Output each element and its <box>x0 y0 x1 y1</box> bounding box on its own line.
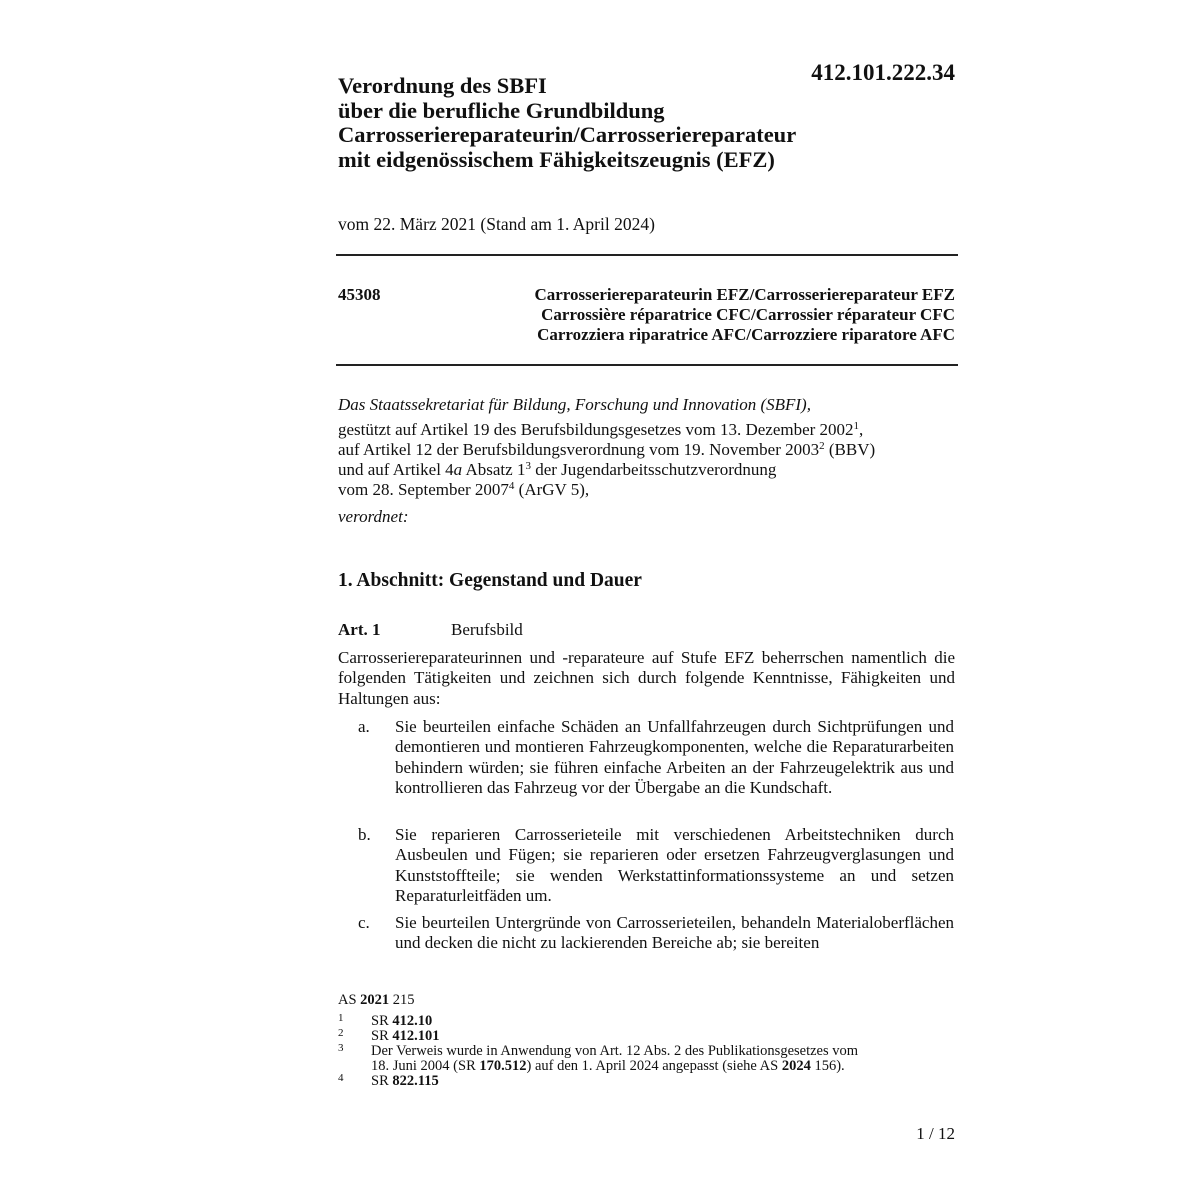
list-marker: a. <box>358 717 370 736</box>
sr-link[interactable]: 170.512 <box>479 1058 527 1074</box>
legal-basis-line: und auf Artikel 4a Absatz $1^3$ der Jugendarbeitsschutzverordnung <box>338 460 777 479</box>
footnote-ref[interactable]: 4 <box>508 480 515 492</box>
legal-basis-line: auf Artikel 12 der Berufsbildungsverordnung vom 19. November 2003$^2$ (BBV) <box>338 440 876 459</box>
title-line: Verordnung des SBFI <box>338 73 547 98</box>
footnote-number: 3 <box>338 1042 344 1054</box>
title-line: mit eidgenössischem Fähigkeitszeugnis (EFZ) <box>338 146 775 172</box>
title-line: über die berufliche Grundbildung <box>338 97 665 123</box>
sr-link[interactable]: 412.10 <box>392 1013 433 1029</box>
footnotes <box>338 993 958 1089</box>
footnote-number: 1 <box>338 1012 344 1024</box>
legal-basis <box>338 420 958 500</box>
document-date: vom 22. März 2021 (Stand am 1. April 2024) <box>338 214 655 234</box>
footnote-ref[interactable]: 1 <box>853 420 860 432</box>
list-marker: b. <box>358 825 371 844</box>
section-heading: 1. Abschnitt: Gegenstand und Dauer <box>338 570 642 591</box>
footnote: 2 SR 412.101 <box>338 1027 440 1044</box>
footnote: 3 Der Verweis wurde in Anwendung von Art. 12 Abs. 2 des Publikationsgesetzes vom 18. Juni 2004 (SR 170.512) auf den 1. April 2024 angepasst (siehe AS 2024 156). <box>338 1042 859 1074</box>
sr-link[interactable]: 822.115 <box>392 1073 439 1089</box>
footnote-number: 2 <box>338 1027 344 1039</box>
profession-name-de: Carrosseriereparateurin EFZ/Carrosseriereparateur EFZ <box>534 285 955 304</box>
divider-bottom <box>336 364 958 366</box>
profession-name-fr: Carrossière réparatrice CFC/Carrossier réparateur CFC <box>541 305 955 324</box>
footnote-ref[interactable]: 3 <box>525 460 531 472</box>
legal-basis-line: vom 28. September 2007$^4$ (ArGV 5), <box>338 480 590 499</box>
footnote-ref[interactable]: 2 <box>819 440 825 452</box>
profession-name-it: Carrozziera riparatrice AFC/Carrozziere riparatore AFC <box>537 325 955 344</box>
article-intro: Carrosseriereparateurinnen und -reparateure auf Stufe EFZ beherrschen namentlich die folgenden Tätigkeiten und zeichnen sich durch folgende Kenntnisse, Fähigkeiten und Haltungen aus: <box>338 648 955 708</box>
issuing-authority: Das Staatssekretariat für Bildung, Forschung und Innovation (SBFI), <box>338 395 811 414</box>
divider-top <box>336 254 958 256</box>
legal-basis-line: gestützt auf Artikel 19 des Berufsbildungsgesetzes vom 13. Dezember 2002$^1$, <box>338 420 864 439</box>
list-item-text: Sie beurteilen Untergründe von Carrosserieteilen, behandeln Materialoberflächen und decken die nicht zu lackierenden Bereiche ab; sie bereiten <box>395 913 954 953</box>
sr-link[interactable]: 412.101 <box>392 1028 440 1044</box>
footnote: 4 SR 822.115 <box>338 1072 439 1089</box>
footnote-number: 4 <box>338 1072 344 1084</box>
footnote: 1 SR 412.10 <box>338 1012 433 1029</box>
as-reference: AS 2021 215 <box>338 992 415 1008</box>
list-item-text: Sie reparieren Carrosserieteile mit verschiedenen Arbeitstechniken durch Ausbeulen und Fügen; sie reparieren oder ersetzen Fahrzeugverglasungen und Kunststoffteile; sie wenden Werkstattinformationssysteme an und setzen Reparaturleitfäden um. <box>395 825 954 905</box>
article-title: Berufsbild <box>451 620 523 639</box>
article-number: Art. 1 <box>338 620 381 639</box>
enacting-clause: verordnet: <box>338 507 409 526</box>
list-item-text: Sie beurteilen einfache Schäden an Unfallfahrzeugen durch Sichtprüfungen und demontieren und montieren Fahrzeugkomponenten, welche die Reparaturarbeiten behindern würden; sie führen einfache Arbeiten an der Fahrzeugelektrik aus und kontrollieren das Fahrzeug vor der Übergabe an die Kundschaft. <box>395 717 954 797</box>
page-number: 1 / 12 <box>916 1124 955 1143</box>
document-title <box>338 74 958 172</box>
profession-names <box>480 285 955 345</box>
sr-number: 412.101.222.34 <box>811 60 955 85</box>
list-marker: c. <box>358 913 370 932</box>
profession-code: 45308 <box>338 285 381 304</box>
title-line: Carrosseriereparateurin/Carrosseriereparateur <box>338 122 797 147</box>
